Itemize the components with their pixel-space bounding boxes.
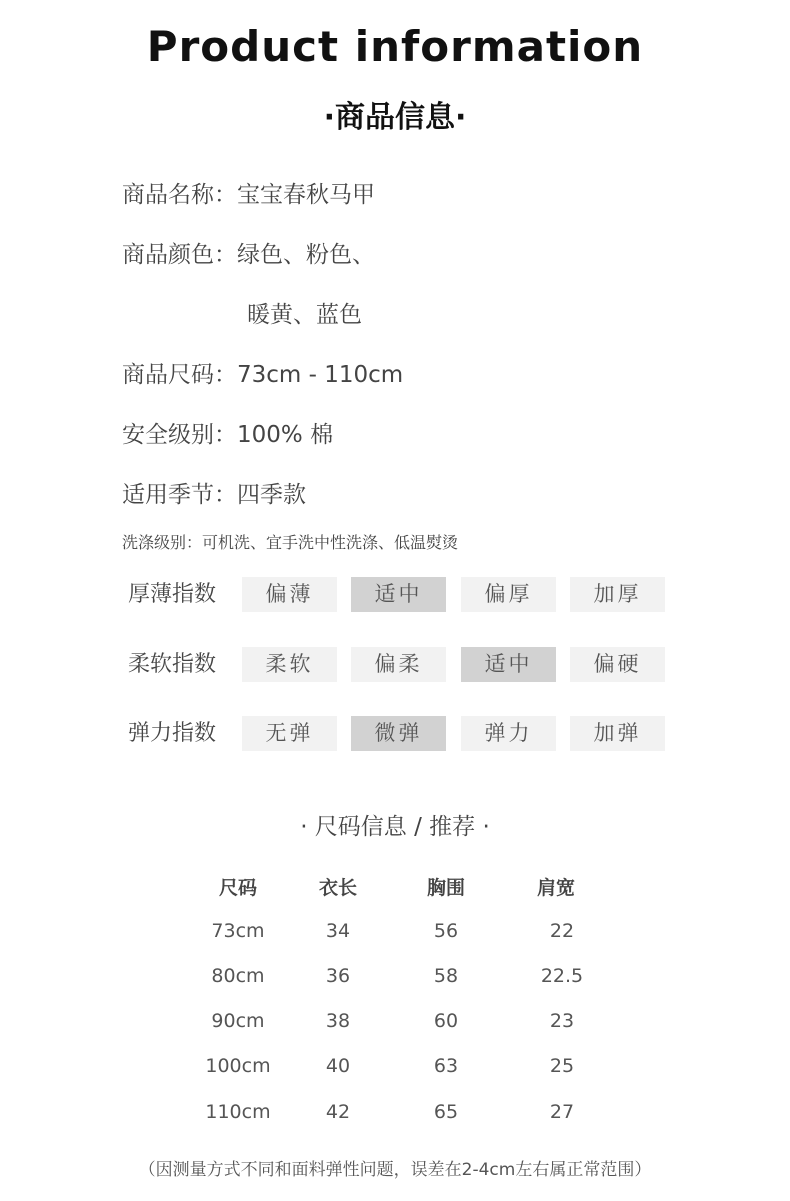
table-cell: 36: [325, 965, 351, 987]
product-name: 商品名称：宝宝春秋马甲: [122, 182, 375, 208]
index-label: 厚薄指数: [128, 582, 217, 607]
table-header-cell: 衣长: [318, 877, 357, 899]
table-cell: 25: [549, 1055, 575, 1077]
table-cell: 65: [433, 1101, 459, 1123]
table-cell: 22: [549, 920, 575, 942]
table-cell: 40: [325, 1055, 351, 1077]
table-cell: 56: [433, 920, 459, 942]
product-safety: 安全级别：100% 棉: [122, 422, 334, 448]
product-size: 商品尺码：73cm - 110cm: [122, 362, 404, 388]
table-cell: 73cm: [211, 920, 265, 942]
index-option: 偏硬: [570, 647, 665, 682]
table-cell: 22.5: [540, 965, 584, 987]
table-cell: 23: [549, 1010, 575, 1032]
index-option: 无弹: [242, 716, 337, 751]
table-cell: 58: [433, 965, 459, 987]
table-cell: 80cm: [211, 965, 265, 987]
index-option-selected: 微弹: [351, 716, 446, 751]
table-cell: 110cm: [205, 1101, 271, 1123]
table-header-cell: 胸围: [426, 877, 465, 899]
product-color: 商品颜色：绿色、粉色、: [122, 242, 375, 268]
index-option-selected: 适中: [351, 577, 446, 612]
table-cell: 60: [433, 1010, 459, 1032]
product-wash: 洗涤级别：可机洗、宜手洗中性洗涤、低温熨烫: [122, 533, 459, 552]
table-cell: 34: [325, 920, 351, 942]
product-color-continued: 暖黄、蓝色: [247, 302, 362, 328]
index-option-selected: 适中: [461, 647, 556, 682]
table-header-cell: 肩宽: [536, 877, 575, 899]
index-option: 弹力: [461, 716, 556, 751]
index-option: 加弹: [570, 716, 665, 751]
table-cell: 63: [433, 1055, 459, 1077]
size-table-title: · 尺码信息 / 推荐 ·: [300, 814, 490, 840]
index-option: 加厚: [570, 577, 665, 612]
index-option: 柔软: [242, 647, 337, 682]
index-label: 柔软指数: [128, 652, 217, 677]
table-cell: 38: [325, 1010, 351, 1032]
product-season: 适用季节：四季款: [122, 482, 306, 508]
page-subtitle: ·商品信息·: [323, 100, 467, 135]
table-header-cell: 尺码: [218, 877, 257, 899]
table-cell: 90cm: [211, 1010, 265, 1032]
index-option: 偏柔: [351, 647, 446, 682]
table-cell: 42: [325, 1101, 351, 1123]
index-option: 偏厚: [461, 577, 556, 612]
index-option: 偏薄: [242, 577, 337, 612]
measurement-note: （因测量方式不同和面料弹性问题，误差在2-4cm左右属正常范围）: [138, 1160, 652, 1180]
index-label: 弹力指数: [128, 721, 217, 746]
table-cell: 27: [549, 1101, 575, 1123]
page-title: Product information: [146, 22, 644, 71]
table-cell: 100cm: [205, 1055, 271, 1077]
